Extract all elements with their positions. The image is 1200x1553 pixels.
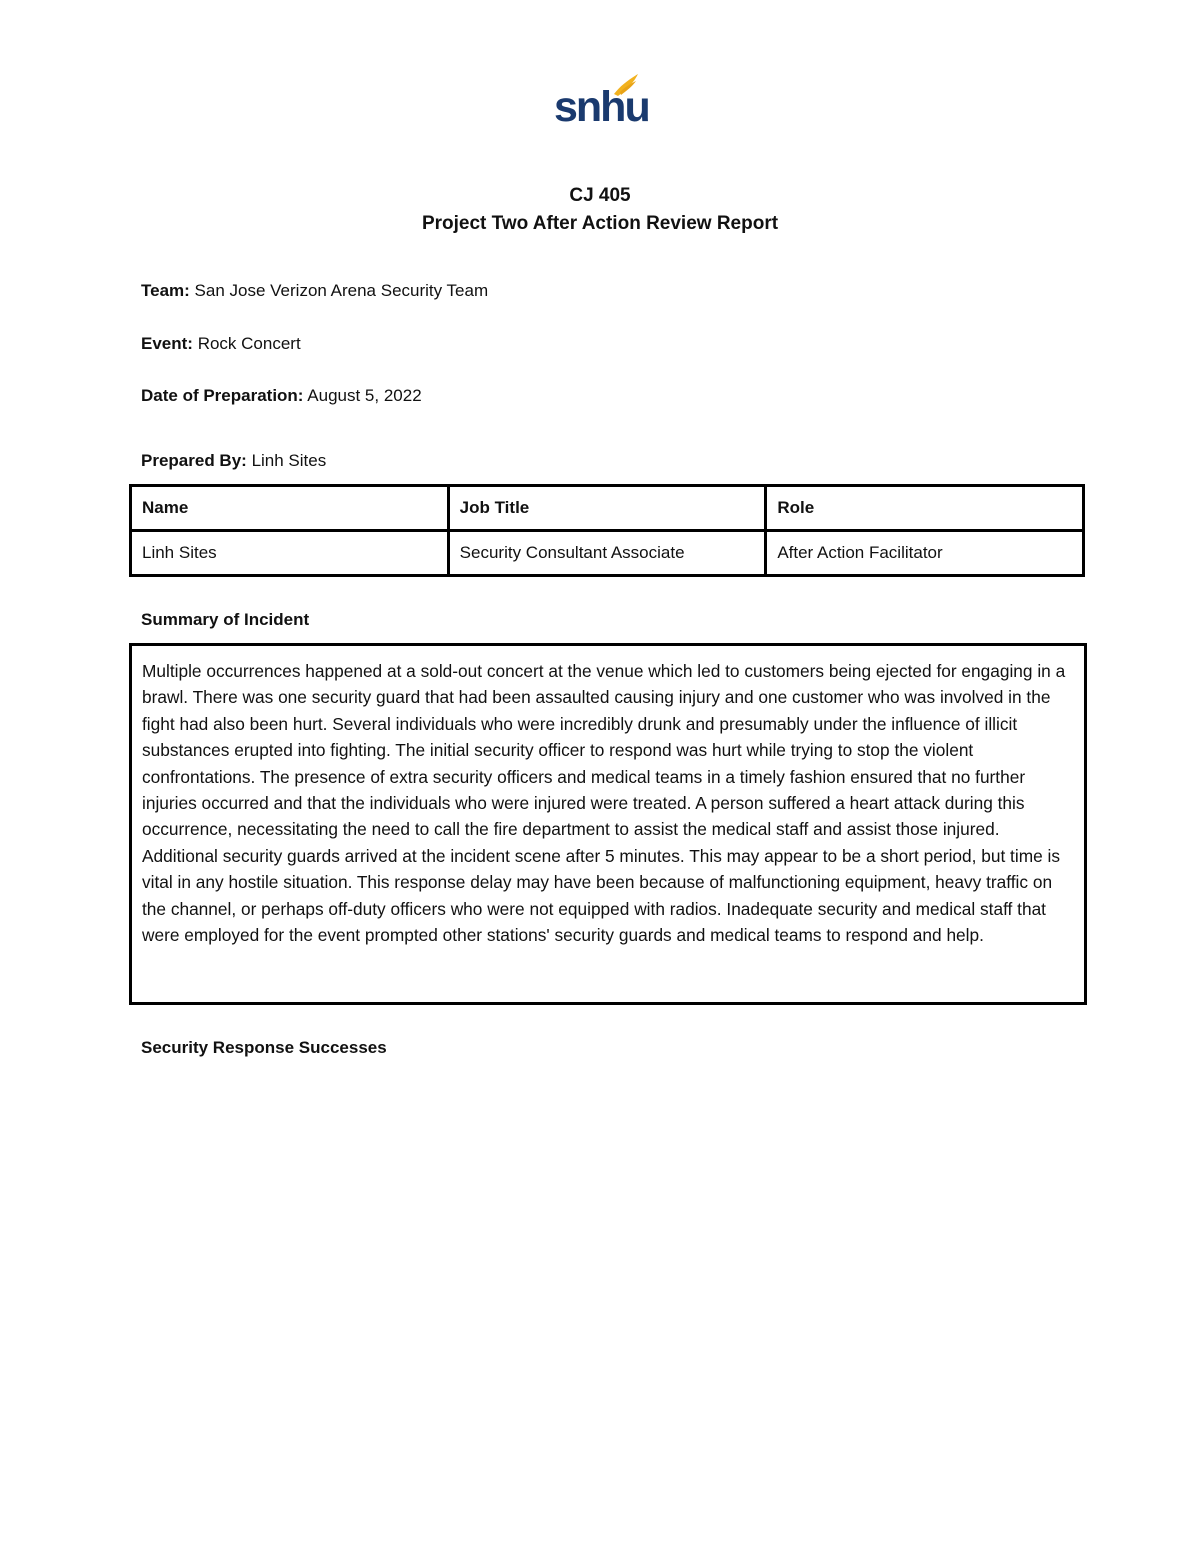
- successes-heading: Security Response Successes: [141, 1038, 387, 1057]
- event-label: Event:: [141, 334, 193, 353]
- date-label: Date of Preparation:: [141, 386, 304, 405]
- column-header-name: Name: [131, 486, 449, 531]
- summary-heading: Summary of Incident: [141, 610, 310, 629]
- prepared-by-field: [141, 450, 326, 472]
- prepared-by-value: Linh Sites: [251, 451, 327, 470]
- cell-role: After Action Facilitator: [766, 531, 1084, 576]
- date-field: [141, 385, 422, 407]
- team-field: [141, 280, 488, 302]
- snhu-logo: [554, 72, 649, 134]
- table-row: [131, 531, 1084, 576]
- event-field: [141, 333, 301, 355]
- column-header-job-title: Job Title: [448, 486, 766, 531]
- prepared-by-label: Prepared By:: [141, 451, 247, 470]
- course-code: CJ 405: [569, 185, 631, 206]
- cell-job-title: Security Consultant Associate: [448, 531, 766, 576]
- logo-text: snhu: [554, 83, 649, 131]
- table-header-row: [131, 486, 1084, 531]
- team-label: Team:: [141, 281, 190, 300]
- date-value: August 5, 2022: [307, 386, 422, 405]
- summary-text: Multiple occurrences happened at a sold-out concert at the venue which led to customers being ejected for engaging in a brawl. There was one security guard that had been assaulted causing injury and one customer who was involved in the fight had also been hurt. Several individuals who were incredibly drunk and presumably under the influence of illicit substances erupted into fighting. The initial security officer to respond was hurt while trying to stop the violent confrontations. The presence of extra security officers and medical teams in a timely fashion ensured that no further injuries occurred and that the individuals who were injured were treated. A person suffered a heart attack during this occurrence, necessitating the need to call the fire department to assist the medical staff and assist those injured. Additional security guards arrived at the incident scene after 5 minutes. This may appear to be a short period, but time is vital in any hostile situation. This response delay may have been because of malfunctioning equipment, heavy traffic on the channel, or perhaps off-duty officers who were not equipped with radios. Inadequate security and medical staff that were employed for the event prompted other stations' security guards and medical teams to respond and help.: [129, 643, 1087, 1005]
- event-value: Rock Concert: [197, 334, 301, 353]
- page-title: Project Two After Action Review Report: [421, 213, 779, 234]
- team-value: San Jose Verizon Arena Security Team: [194, 281, 489, 300]
- column-header-role: Role: [766, 486, 1084, 531]
- staff-table: [129, 484, 1085, 577]
- cell-name: Linh Sites: [131, 531, 449, 576]
